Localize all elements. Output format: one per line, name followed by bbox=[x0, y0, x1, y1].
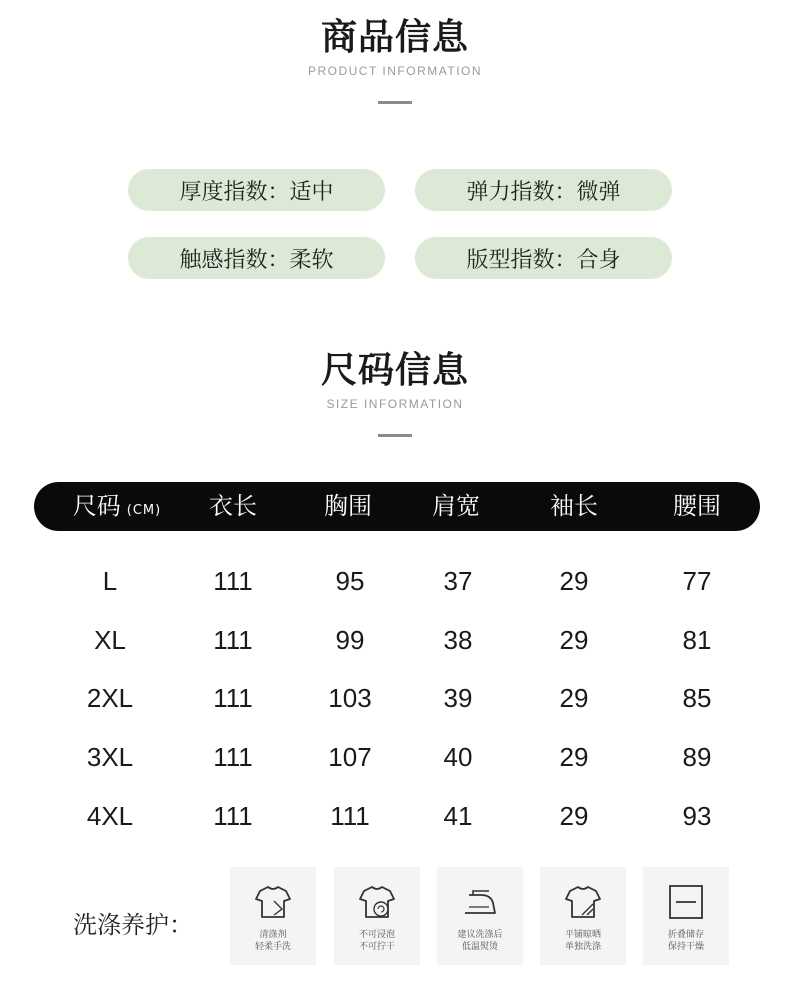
cell-shoulder: 39 bbox=[443, 683, 473, 714]
cell-waist: 81 bbox=[682, 624, 712, 655]
header-sleeve: 袖长 bbox=[550, 492, 598, 520]
tag-touch: 触感指数：柔软 bbox=[128, 237, 385, 279]
care-caption-line1: 平铺晾晒 bbox=[564, 930, 601, 940]
title-divider bbox=[378, 101, 412, 104]
header-waist: 腰围 bbox=[673, 492, 721, 520]
cell-size: 2XL bbox=[86, 683, 134, 714]
cell-chest: 99 bbox=[335, 624, 365, 655]
tag-elasticity: 弹力指数：微弹 bbox=[415, 169, 672, 211]
title-divider bbox=[378, 434, 412, 437]
header-size: 尺码 (CM) bbox=[72, 492, 162, 520]
cell-chest: 95 bbox=[335, 566, 365, 596]
care-caption-line2: 保持干燥 bbox=[667, 942, 704, 952]
table-row bbox=[0, 737, 790, 777]
header-shoulder: 肩宽 bbox=[432, 492, 480, 520]
care-item-iron bbox=[437, 867, 523, 965]
cell-length: 111 bbox=[213, 566, 253, 596]
product-info-title: 商品信息 bbox=[320, 17, 469, 58]
product-info-heading bbox=[0, 18, 790, 104]
care-caption-line1: 折叠储存 bbox=[667, 930, 704, 940]
tag-fit: 版型指数：合身 bbox=[415, 237, 672, 279]
header-length: 衣长 bbox=[209, 492, 257, 520]
care-label: 洗涤养护： bbox=[73, 911, 193, 939]
care-caption-line1: 不可浸泡 bbox=[358, 930, 395, 940]
care-caption-line1: 清涤剂 bbox=[259, 930, 287, 940]
cell-shoulder: 40 bbox=[443, 742, 473, 773]
cell-waist: 89 bbox=[682, 742, 712, 773]
care-caption-line2: 轻柔手洗 bbox=[254, 942, 291, 952]
care-item-no-soak bbox=[334, 867, 420, 965]
cell-size: L bbox=[102, 566, 118, 596]
care-caption-line1: 建议洗涤后 bbox=[457, 930, 503, 940]
cell-shoulder: 37 bbox=[443, 566, 473, 596]
cell-sleeve: 29 bbox=[559, 742, 589, 773]
care-caption-line2: 单独洗涤 bbox=[564, 942, 601, 952]
iron-icon bbox=[459, 881, 501, 923]
table-row bbox=[0, 561, 790, 601]
cell-sleeve: 29 bbox=[559, 683, 589, 714]
care-caption-line2: 不可拧干 bbox=[358, 942, 395, 952]
table-row bbox=[0, 796, 790, 836]
cell-shoulder: 38 bbox=[443, 624, 473, 655]
tag-thickness: 厚度指数：适中 bbox=[128, 169, 385, 211]
cell-length: 111 bbox=[213, 800, 253, 831]
table-row bbox=[0, 620, 790, 660]
cell-waist: 85 bbox=[682, 683, 712, 714]
fold-box-icon bbox=[665, 881, 707, 923]
size-info-title: 尺码信息 bbox=[320, 350, 469, 391]
care-item-fold-store bbox=[643, 867, 729, 965]
size-table-header bbox=[34, 482, 760, 531]
cell-length: 111 bbox=[213, 624, 253, 655]
cell-waist: 93 bbox=[682, 800, 712, 831]
tshirt-flat-dry-icon bbox=[562, 881, 604, 923]
size-info-subtitle: SIZE INFORMATION bbox=[326, 397, 464, 411]
cell-size: 4XL bbox=[86, 800, 134, 831]
cell-sleeve: 29 bbox=[559, 800, 589, 831]
cell-chest: 111 bbox=[330, 800, 370, 831]
care-caption-line2: 低温熨烫 bbox=[461, 942, 498, 952]
cell-chest: 107 bbox=[328, 742, 372, 773]
cell-sleeve: 29 bbox=[559, 566, 589, 596]
header-chest: 胸围 bbox=[324, 492, 372, 520]
cell-length: 111 bbox=[213, 683, 253, 714]
tshirt-icon bbox=[252, 881, 294, 923]
table-row bbox=[0, 678, 790, 718]
cell-shoulder: 41 bbox=[443, 800, 473, 831]
header-unit: (CM) bbox=[126, 503, 162, 518]
product-info-subtitle: PRODUCT INFORMATION bbox=[307, 64, 483, 78]
cell-sleeve: 29 bbox=[559, 624, 589, 655]
cell-chest: 103 bbox=[328, 683, 372, 714]
cell-waist: 77 bbox=[682, 566, 712, 596]
size-info-heading bbox=[0, 351, 790, 437]
cell-size: XL bbox=[94, 624, 126, 655]
cell-length: 111 bbox=[213, 742, 253, 773]
care-item-hand-wash bbox=[230, 867, 316, 965]
care-item-flat-dry bbox=[540, 867, 626, 965]
tshirt-no-wring-icon bbox=[356, 881, 398, 923]
cell-size: 3XL bbox=[86, 742, 134, 773]
